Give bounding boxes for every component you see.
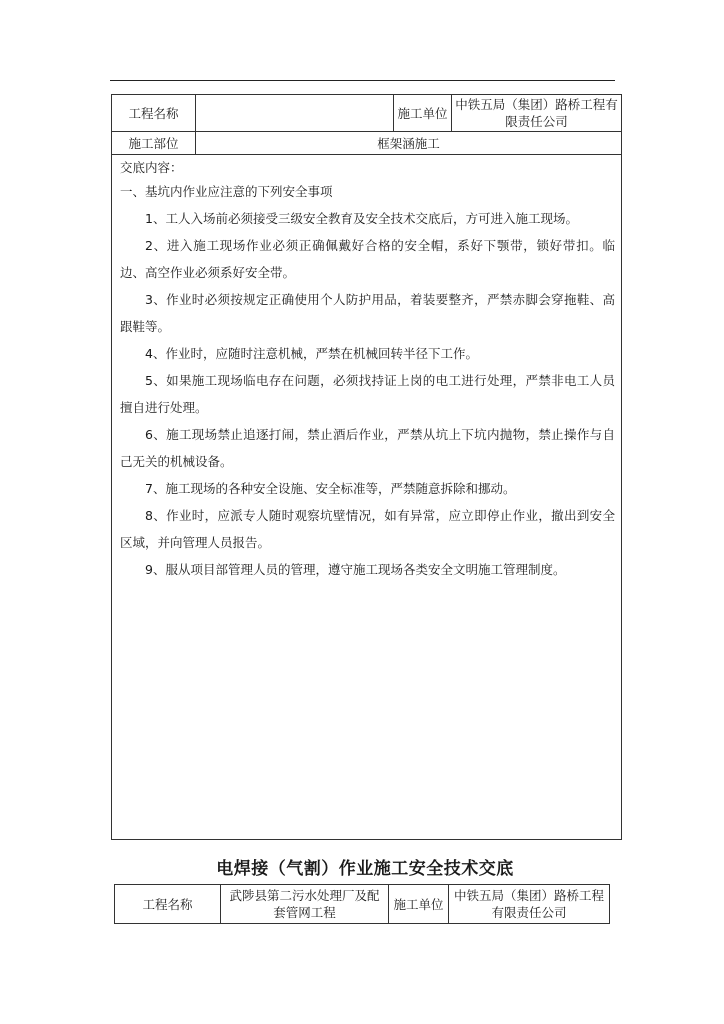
- table-row: [112, 132, 622, 155]
- disclosure-table: [111, 94, 622, 840]
- table-row: [115, 885, 610, 924]
- list-item: 7、施工现场的各种安全设施、安全标准等，严禁随意拆除和挪动。: [145, 481, 516, 496]
- list-item: 8、作业时，应派专人随时观察坑壁情况，如有异常，应立即停止作业，撤出到安全区域，并向管理人员报告。: [120, 508, 615, 550]
- construction-unit-value: 中铁五局（集团）路桥工程有限责任公司: [449, 885, 610, 924]
- header-rule: [110, 80, 615, 81]
- disclosure-content-cell: [112, 155, 622, 840]
- list-item: 2、进入施工现场作业必须正确佩戴好合格的安全帽，系好下颚带，锁好带扣。临边、高空作业必须系好安全带。: [120, 238, 615, 280]
- construction-part-value: 框架涵施工: [196, 132, 622, 155]
- disclosure-content: [112, 155, 621, 583]
- project-name-value: [196, 95, 394, 132]
- next-disclosure-table: [114, 884, 610, 924]
- construction-unit-label: 施工单位: [389, 885, 449, 924]
- list-item: 3、作业时必须按规定正确使用个人防护用品，着装要整齐，严禁赤脚会穿拖鞋、高跟鞋等。: [120, 292, 615, 334]
- list-item: 1、工人入场前必须接受三级安全教育及安全技术交底后，方可进入施工现场。: [145, 211, 578, 226]
- list-item: 4、作业时，应随时注意机械，严禁在机械回转半径下工作。: [145, 346, 478, 361]
- table-row: [112, 155, 622, 840]
- list-item: 6、施工现场禁止追逐打闹，禁止酒后作业，严禁从坑上下坑内抛物，禁止操作与自己无关的机械设备。: [120, 427, 615, 469]
- project-name-value: 武陟县第二污水处理厂及配套管网工程: [221, 885, 389, 924]
- construction-part-label: 施工部位: [112, 132, 196, 155]
- content-heading: 交底内容：: [120, 160, 183, 175]
- document-title: 电焊接（气割）作业施工安全技术交底: [216, 859, 514, 879]
- construction-unit-value: 中铁五局（集团）路桥工程有限责任公司: [452, 95, 622, 132]
- construction-unit-label: 施工单位: [394, 95, 452, 132]
- project-name-label: 工程名称: [115, 885, 221, 924]
- section-title: 一、基坑内作业应注意的下列安全事项: [120, 184, 333, 199]
- list-item: 9、服从项目部管理人员的管理，遵守施工现场各类安全文明施工管理制度。: [145, 562, 566, 577]
- table-row: [112, 95, 622, 132]
- project-name-label: 工程名称: [112, 95, 196, 132]
- list-item: 5、如果施工现场临电存在问题，必须找持证上岗的电工进行处理，严禁非电工人员擅自进行处理。: [120, 373, 615, 415]
